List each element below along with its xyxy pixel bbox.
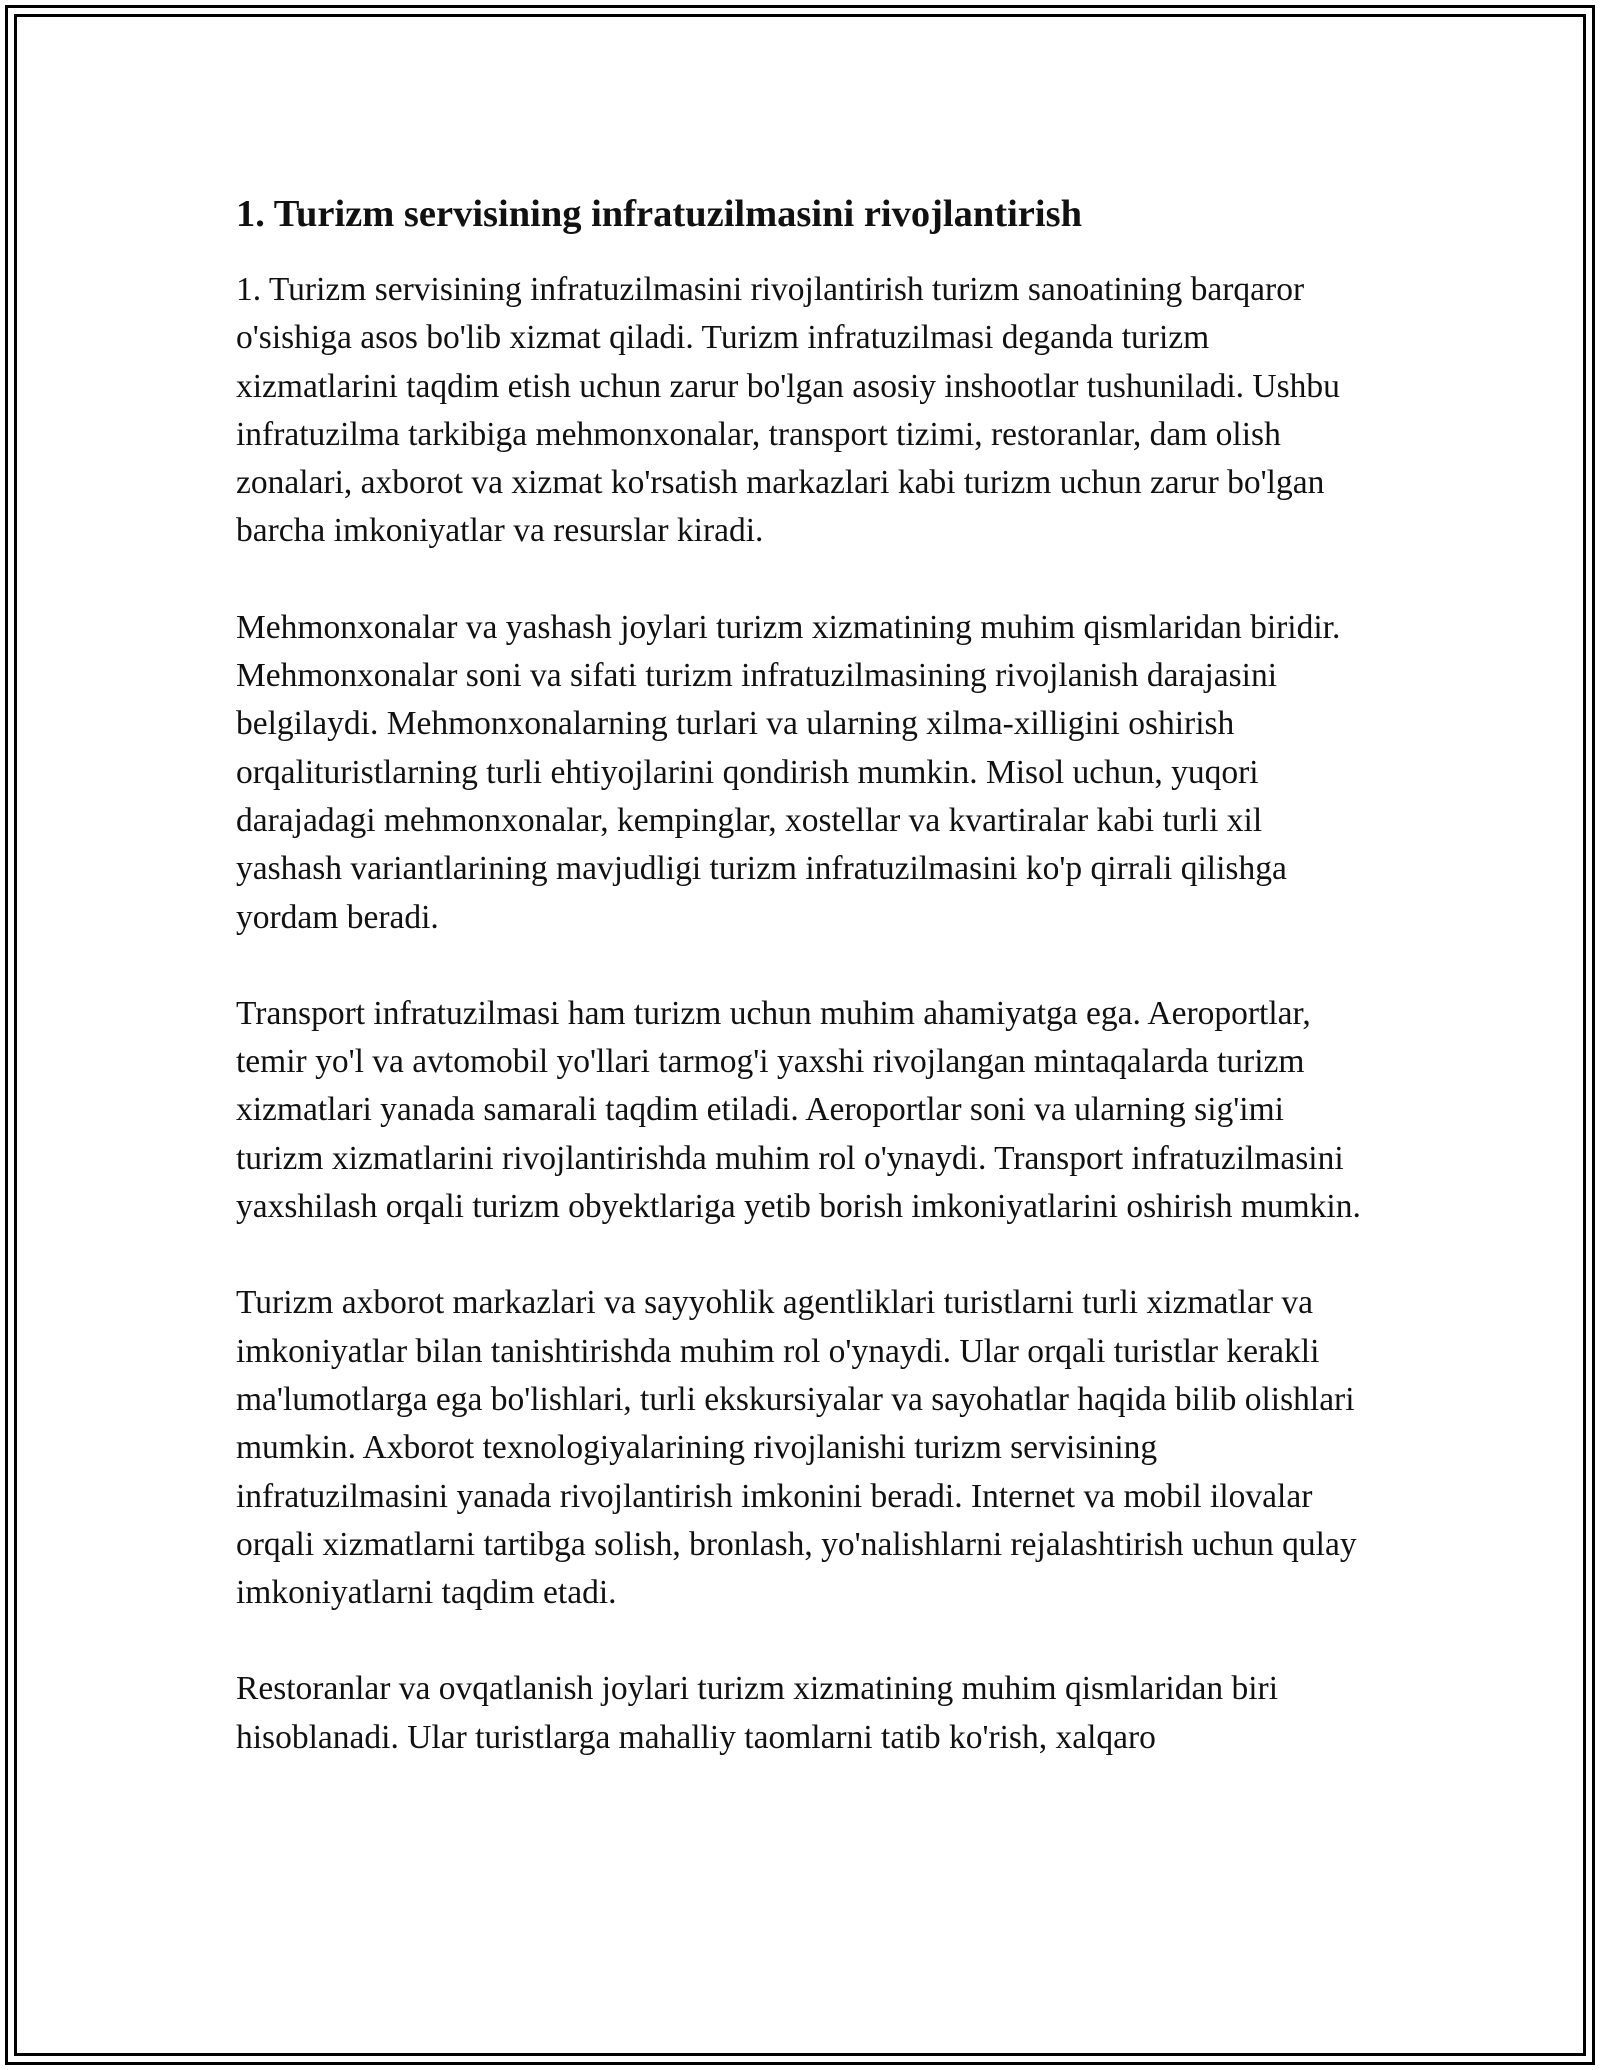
paragraph-restaurants: Restoranlar va ovqatlanish joylari turizm xizmatining muhim qismlaridan biri hisoblanadi. Ular turistlarga mahalliy taomlarni tatib ko'rish, xalqaro bbox=[236, 1670, 1279, 1756]
paragraph-transport: Transport infratuzilmasi ham turizm uchun muhim ahamiyatga ega. Aeroportlar, temir yo'l va avtomobil yo'llari tarmog'i yaxshi rivojlangan mintaqalarda turizm xizmatlari yanada samarali taqdim etiladi. Aeroportlar soni va ularning sig'imi turizm xizmatlarini rivojlantirishda muhim rol o'ynaydi. Transport infratuzilmasini yaxshilash orqali turizm obyektlariga yetib borish imkoniyatlarini oshirish mumkin. bbox=[236, 994, 1361, 1226]
document-page bbox=[236, 184, 1366, 1762]
document-title: 1. Turizm servisining infratuzilmasini rivojlantirish bbox=[236, 193, 1082, 235]
paragraph-hotels: Mehmonxonalar va yashash joylari turizm xizmatining muhim qismlaridan biridir. Mehmonxonalar soni va sifati turizm infratuzilmasining rivojlanish darajasini belgilaydi. Mehmonxonalarning turlari va ularning xilma-xilligini oshirish orqalituristlarning turli ehtiyojlarini qondirish mumkin. Misol uchun, yuqori darajadagi mehmonxonalar, kempinglar, xostellar va kvartiralar kabi turli xil yashash variantlarining mavjudligi turizm infratuzilmasini ko'p qirrali qilishga yordam beradi. bbox=[236, 608, 1341, 936]
paragraph-intro: 1. Turizm servisining infratuzilmasini rivojlantirish turizm sanoatining barqaror o'sishiga asos bo'lib xizmat qiladi. Turizm infratuzilmasi deganda turizm xizmatlarini taqdim etish uchun zarur bo'lgan asosiy inshootlar tushuniladi. Ushbu infratuzilma tarkibiga mehmonxonalar, transport tizimi, restoranlar, dam olish zonalari, axborot va xizmat ko'rsatish markazlari kabi turizm uchun zarur bo'lgan barcha imkoniyatlar va resurslar kiradi. bbox=[236, 271, 1340, 550]
paragraph-information-centers: Turizm axborot markazlari va sayyohlik agentliklari turistlarni turli xizmatlar va imkoniyatlar bilan tanishtirishda muhim rol o'ynaydi. Ular orqali turistlar kerakli ma'lumotlarga ega bo'lishlari, turli ekskursiyalar va sayohatlar haqida bilib olishlari mumkin. Axborot texnologiyalarining rivojlanishi turizm servisining infratuzilmasini yanada rivojlantirish imkonini beradi. Internet va mobil ilovalar orqali xizmatlarni tartibga solish, bronlash, yo'nalishlarni rejalashtirish uchun qulay imkoniyatlarni taqdim etadi. bbox=[236, 1284, 1357, 1612]
